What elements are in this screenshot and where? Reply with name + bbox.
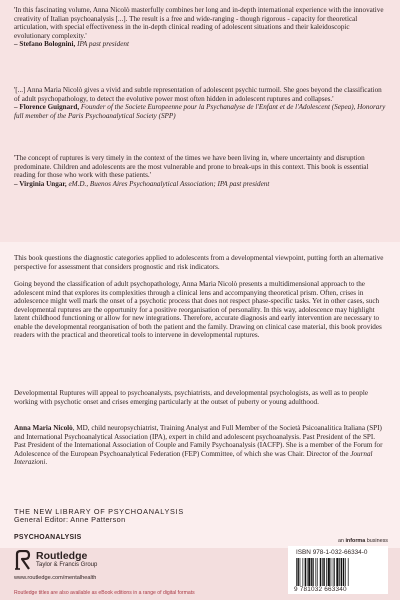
barcode-icon bbox=[296, 558, 380, 586]
barcode-digits: 9 781032 663340 bbox=[294, 586, 347, 593]
series-info bbox=[14, 508, 184, 525]
quote-author: – Stefano Bolognini, bbox=[14, 40, 76, 49]
quote-text: 'In this fascinating volume, Anna Nicolò masterfully combines her long and in-depth international experience with the innovative creativity of Italian psychoanalysis [...]. The result is a free and wide-ranging - though rigorous - capacity for theoretical articulation, with special effectiveness in the in-depth clinical reading of adolescent situations and their kaleidoscopic evolutionary complexity.' bbox=[14, 6, 384, 40]
series-editor: General Editor: Anne Patterson bbox=[14, 515, 126, 525]
isbn-label: ISBN 978-1-032-66334-0 bbox=[296, 549, 368, 556]
barcode-box bbox=[288, 546, 388, 594]
ebook-note: Routledge titles are also available as eBook editions in a range of digital formats bbox=[14, 590, 195, 596]
quote-role: Founder of the Societe Europeenne pour la Psychanalyse de l'Enfant et de l'Adolescent (Sepea), Honorary full member of the Paris Psychoanalytical Society (SPP) bbox=[14, 103, 386, 120]
series-name: THE NEW LIBRARY OF PSYCHOANALYSIS bbox=[14, 507, 184, 516]
author-bio: Anna Maria Nicolò, MD, child neuropsychiatrist, Training Analyst and Full Member of the Società Psicoanalitica Italiana (SPI) and International Psychoanalytical Association (IPA), expert in child and adolescent psychoanalysis. Past President of the SPI. Past President of the International Association of Couple and Family Psychoanalysis (IACFP). She is a member of the Forum for Adolescence of the European Psychoanalytical Federation (FEP) Committee, of which she was Chair. Director of the Journal Interazioni. bbox=[14, 424, 383, 467]
informa-note: an informa business bbox=[337, 538, 388, 544]
description-paragraph: Going beyond the classification of adult psychopathology, Anna Maria Nicolò presents a multidimensional approach to the adolescent mind that explores its complexities through a clinical lens and accompanying theoretical prism. Often, crises in adolescence might well mark the onset of a psychotic process that does not respect phase-specific tasks. Yet in other cases, such developmental ruptures are the opportunity for a positive reorganisation of personality. In this way, adolescence may highlight latent childhood functioning or allow for new integrations. Therefore, accurate diagnosis and early intervention are necessary to enable the developmental reorganisation of both the patient and the family. Drawing on clinical case material, this book provides readers with the practical and theoretical tools to intervene in developmental ruptures. bbox=[14, 280, 382, 340]
quote-role: IPA past president bbox=[75, 40, 129, 49]
quote-author: – Virginia Ungar, bbox=[14, 179, 67, 188]
journal-title: Journal Interazioni bbox=[14, 449, 373, 467]
publisher-name: Routledge bbox=[36, 550, 88, 562]
quote-role: eM.D., Buenos Aires Psychoanalytical Association; IPA past president bbox=[66, 179, 270, 188]
endorsement-quote bbox=[14, 86, 386, 120]
quote-text: '[...] Anna Maria Nicolò gives a vivid and subtle representation of adolescent psychic turmoil. She goes beyond the classification of adult psychopathology, to detect the evolutive power most often hidden in adolescent ruptures and collapses.' bbox=[14, 86, 382, 103]
publisher-logo bbox=[14, 550, 124, 572]
description-paragraph: Developmental Ruptures will appeal to psychoanalysts, psychiatrists, and developmental psychologists, as well as to people working with psychotic onset and crises emerging particularly at the outset of puberty or young adulthood. bbox=[14, 389, 368, 406]
publisher-group: Taylor & Francis Group bbox=[36, 562, 98, 568]
author-name: Anna Maria Nicolò bbox=[14, 424, 73, 432]
publisher-url[interactable]: www.routledge.com/mentalhealth bbox=[14, 575, 97, 581]
quote-author: – Florence Guignard, bbox=[14, 103, 80, 112]
subject-category: PSYCHOANALYSIS bbox=[14, 534, 82, 541]
endorsement-quote bbox=[14, 6, 386, 49]
quote-text: 'The concept of ruptures is very timely in the context of the times we have been living in, where uncertainty and disruption predominate. Children and adolescents are the most vulnerable and prone to break-ups in this context. This book is essential reading for those who work with these patients.' bbox=[14, 154, 369, 180]
routledge-logo-icon bbox=[14, 550, 32, 570]
bio-text: , MD, child neuropsychiatrist, Training Analyst and Full Member of the Società Psicoanalitica Italiana (SPI) and International Psychoanalytical Association (IPA), expert in child and adolescent psychoanalysis. Past President of the SPI. Past President of the International Association of Couple and Family Psychoanalysis (IACFP). She is a member of the Forum for Adolescence of the European Psychoanalytical Federation (FEP) Committee, of which she was Chair. Director of the bbox=[14, 424, 383, 458]
endorsement-quote bbox=[14, 154, 386, 188]
description-paragraph: This book questions the diagnostic categories applied to adolescents from a developmental viewpoint, putting forth an alternative perspective for assessment that considers prognostic and risk indicators. bbox=[14, 254, 384, 271]
barcode-area bbox=[288, 538, 388, 594]
